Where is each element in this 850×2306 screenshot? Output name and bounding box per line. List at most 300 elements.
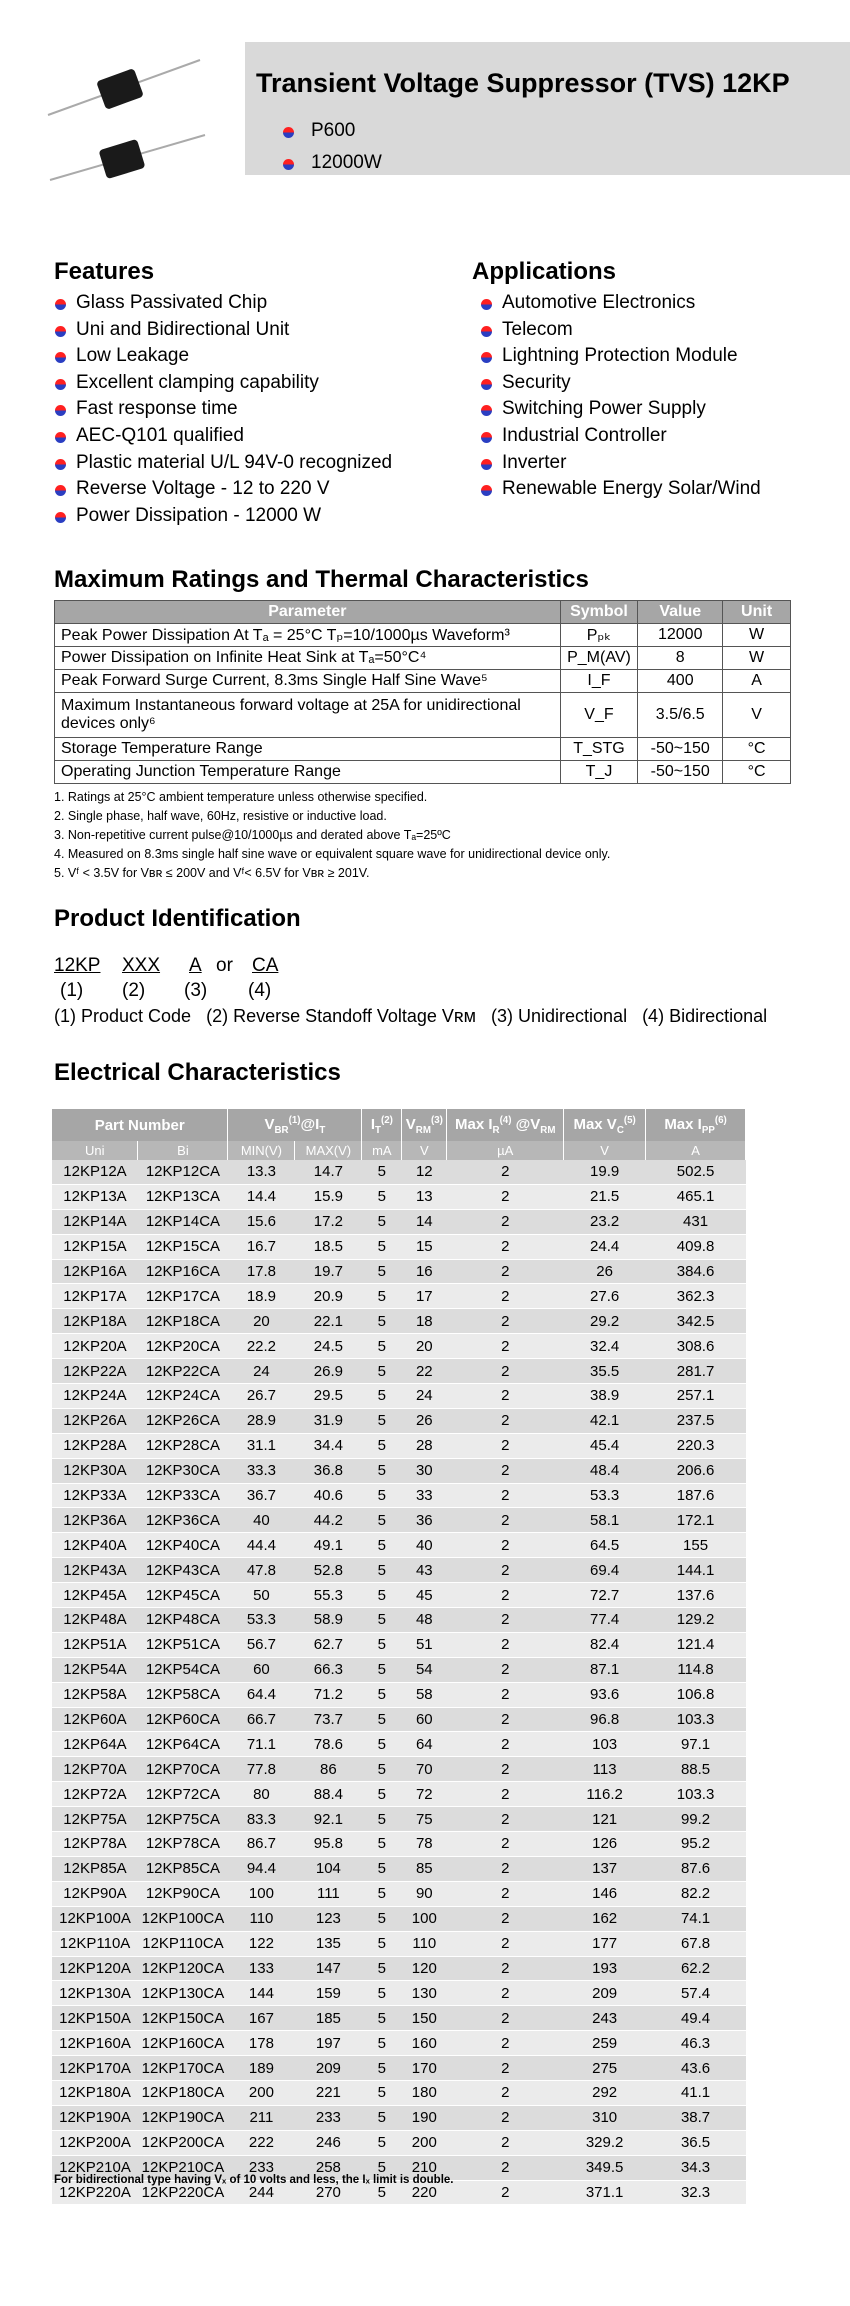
ratings-row (55, 647, 791, 670)
table-cell: 14.4 (228, 1184, 295, 1209)
table-cell: 54 (402, 1657, 447, 1682)
table-cell: 12KP180CA (138, 2080, 228, 2105)
table-cell: 72 (402, 1782, 447, 1807)
table-cell: 82.4 (564, 1632, 646, 1657)
table-cell: 5 (362, 1832, 402, 1857)
table-cell: 12KP17CA (138, 1284, 228, 1309)
et-header-it: $I_T^{(2)}$ (362, 1109, 402, 1141)
table-cell: 103.3 (646, 1782, 746, 1807)
table-cell: 17.8 (228, 1259, 295, 1284)
table-cell: 12KP110A (52, 1931, 138, 1956)
table-cell: 53.3 (564, 1483, 646, 1508)
table-cell: 220.3 (646, 1433, 746, 1458)
table-cell: 12KP45CA (138, 1583, 228, 1608)
ratings-note: 1. Ratings at 25°C ambient temperature unless otherwise specified. (54, 790, 428, 804)
table-cell: 162 (564, 1906, 646, 1931)
table-cell: 2 (447, 1757, 564, 1782)
table-cell: 5 (362, 2130, 402, 2155)
ratings-note: 2. Single phase, half wave, 60Hz, resistive or inductive load. (54, 809, 387, 823)
table-cell: 259 (564, 2031, 646, 2056)
table-cell: 349.5 (564, 2155, 646, 2180)
table-row (52, 1707, 746, 1732)
ratings-row (55, 738, 791, 761)
table-cell: 95.8 (295, 1832, 362, 1857)
table-cell: 17 (402, 1284, 447, 1309)
table-row (52, 1583, 746, 1608)
table-cell: 5 (362, 2105, 402, 2130)
table-cell: 12KP64CA (138, 1732, 228, 1757)
table-cell: 116.2 (564, 1782, 646, 1807)
et-header-ir: Max $I_R^{(4)}$ $@V_{RM}$ (447, 1109, 564, 1141)
applications-item: Switching Power Supply (502, 398, 706, 420)
table-cell: 122 (228, 1931, 295, 1956)
table-cell: 12KP130CA (138, 1981, 228, 2006)
table-cell: 2 (447, 1184, 564, 1209)
table-cell: 2 (447, 1807, 564, 1832)
table-cell: 47.8 (228, 1558, 295, 1583)
table-cell: 5 (362, 1209, 402, 1234)
table-cell: 2 (447, 2080, 564, 2105)
table-cell: 12KP28A (52, 1433, 138, 1458)
et-subheader: V (402, 1141, 447, 1160)
table-cell: 18.9 (228, 1284, 295, 1309)
table-cell: 111 (295, 1881, 362, 1906)
table-cell: 126 (564, 1832, 646, 1857)
table-cell: 137 (564, 1856, 646, 1881)
table-cell: 36 (402, 1508, 447, 1533)
table-cell: 48 (402, 1608, 447, 1633)
ratings-row (55, 693, 791, 738)
table-cell: 5 (362, 1309, 402, 1334)
table-cell: 38.9 (564, 1384, 646, 1409)
table-cell: 5 (362, 1184, 402, 1209)
et-subheader: Uni (52, 1141, 138, 1160)
table-cell: 45.4 (564, 1433, 646, 1458)
table-cell: 24 (228, 1359, 295, 1384)
table-cell: 75 (402, 1807, 447, 1832)
et-header-ipp: Max $I_{PP}^{(6)}$ (646, 1109, 746, 1141)
table-row (52, 1533, 746, 1558)
table-cell: 12KP18A (52, 1309, 138, 1334)
table-row (52, 1259, 746, 1284)
table-cell: 5 (362, 2080, 402, 2105)
pid-index: (3) (184, 980, 208, 1001)
ratings-cell-symbol: T_STG (560, 738, 638, 761)
table-row (52, 1832, 746, 1857)
table-cell: 29.2 (564, 1309, 646, 1334)
table-cell: 12KP78CA (138, 1832, 228, 1857)
table-cell: 33.3 (228, 1458, 295, 1483)
table-cell: 34.3 (646, 2155, 746, 2180)
ratings-cell-param: Power Dissipation on Infinite Heat Sink at Tₐ=50°C⁴ (55, 647, 561, 670)
ratings-cell-symbol: I_F (560, 670, 638, 693)
bullet-icon (481, 379, 492, 390)
table-cell: 197 (295, 2031, 362, 2056)
table-cell: 87.6 (646, 1856, 746, 1881)
table-cell: 2 (447, 1508, 564, 1533)
table-cell: 113 (564, 1757, 646, 1782)
table-cell: 16 (402, 1259, 447, 1284)
table-cell: 2 (447, 1707, 564, 1732)
table-row (52, 2105, 746, 2130)
table-cell: 190 (402, 2105, 447, 2130)
electrical-footnote: For bidirectional type having Vₓ of 10 volts and less, the Iₓ limit is double. (54, 2174, 454, 2186)
table-cell: 155 (646, 1533, 746, 1558)
table-cell: 12KP51CA (138, 1632, 228, 1657)
table-cell: 12KP72CA (138, 1782, 228, 1807)
table-cell: 12KP12A (52, 1160, 138, 1184)
table-cell: 60 (402, 1707, 447, 1732)
table-row (52, 1433, 746, 1458)
table-cell: 24.4 (564, 1234, 646, 1259)
ratings-cell-param: Storage Temperature Range (55, 738, 561, 761)
table-cell: 5 (362, 1433, 402, 1458)
table-cell: 71.1 (228, 1732, 295, 1757)
table-row (52, 1184, 746, 1209)
table-cell: 135 (295, 1931, 362, 1956)
table-row (52, 1881, 746, 1906)
table-cell: 2 (447, 2056, 564, 2081)
table-cell: 2 (447, 1533, 564, 1558)
bullet-icon (481, 432, 492, 443)
table-cell: 5 (362, 1906, 402, 1931)
table-row (52, 1334, 746, 1359)
table-cell: 5 (362, 1682, 402, 1707)
ratings-cell-unit: V (723, 693, 791, 738)
table-cell: 26 (402, 1408, 447, 1433)
pid-or: or (216, 955, 233, 976)
table-cell: 5 (362, 2155, 402, 2180)
bullet-icon (481, 326, 492, 337)
ratings-cell-unit: °C (723, 738, 791, 761)
bullet-icon (481, 485, 492, 496)
et-header-vrm: $V_{RM}^{(3)}$ (402, 1109, 447, 1141)
table-cell: 329.2 (564, 2130, 646, 2155)
features-item: Plastic material U/L 94V-0 recognized (76, 451, 393, 473)
ratings-cell-symbol: V_F (560, 693, 638, 738)
table-cell: 281.7 (646, 1359, 746, 1384)
table-cell: 99.2 (646, 1807, 746, 1832)
table-cell: 67.8 (646, 1931, 746, 1956)
bullet-icon (481, 352, 492, 363)
features-item: Excellent clamping capability (76, 371, 319, 393)
table-cell: 5 (362, 1483, 402, 1508)
table-cell: 133 (228, 1956, 295, 1981)
table-cell: 56.7 (228, 1632, 295, 1657)
table-cell: 137.6 (646, 1583, 746, 1608)
table-cell: 12KP70CA (138, 1757, 228, 1782)
et-subheader: V (564, 1141, 646, 1160)
pid-part-uni: A (189, 955, 202, 976)
table-cell: 12KP20CA (138, 1334, 228, 1359)
table-cell: 146 (564, 1881, 646, 1906)
table-cell: 2 (447, 1632, 564, 1657)
table-cell: 5 (362, 1334, 402, 1359)
table-cell: 178 (228, 2031, 295, 2056)
table-cell: 222 (228, 2130, 295, 2155)
table-row (52, 1981, 746, 2006)
ratings-cell-unit: °C (723, 761, 791, 784)
table-cell: 15.9 (295, 1184, 362, 1209)
table-cell: 206.6 (646, 1458, 746, 1483)
table-cell: 12KP36A (52, 1508, 138, 1533)
table-cell: 431 (646, 1209, 746, 1234)
bullet-icon (55, 352, 66, 363)
table-cell: 144.1 (646, 1558, 746, 1583)
table-cell: 26 (564, 1259, 646, 1284)
ratings-cell-unit: A (723, 670, 791, 693)
bullet-icon (481, 299, 492, 310)
table-cell: 64.5 (564, 1533, 646, 1558)
table-cell: 2 (447, 1309, 564, 1334)
table-cell: 310 (564, 2105, 646, 2130)
table-cell: 35.5 (564, 1359, 646, 1384)
table-cell: 12KP30CA (138, 1458, 228, 1483)
table-cell: 172.1 (646, 1508, 746, 1533)
bullet-icon (481, 405, 492, 416)
table-cell: 12KP120A (52, 1956, 138, 1981)
table-cell: 123 (295, 1906, 362, 1931)
table-row (52, 1757, 746, 1782)
features-item: Reverse Voltage - 12 to 220 V (76, 478, 330, 500)
table-cell: 2 (447, 1259, 564, 1284)
table-cell: 43.6 (646, 2056, 746, 2081)
table-cell: 2 (447, 1981, 564, 2006)
table-cell: 5 (362, 1956, 402, 1981)
table-cell: 275 (564, 2056, 646, 2081)
table-cell: 2 (447, 1956, 564, 1981)
table-cell: 58.1 (564, 1508, 646, 1533)
table-cell: 12KP33A (52, 1483, 138, 1508)
table-cell: 2 (447, 1408, 564, 1433)
table-cell: 237.5 (646, 1408, 746, 1433)
table-cell: 2 (447, 1483, 564, 1508)
pid-part-voltage: XXX (122, 955, 161, 976)
table-cell: 5 (362, 1234, 402, 1259)
pid-legend: (1) Product Code (2) Reverse Standoff Voltage Vʀᴍ (3) Unidirectional (4) Bidirectional (54, 1006, 768, 1026)
table-cell: 120 (402, 1956, 447, 1981)
table-cell: 12KP33CA (138, 1483, 228, 1508)
table-cell: 18 (402, 1309, 447, 1334)
table-row (52, 1483, 746, 1508)
table-cell: 12KP26CA (138, 1408, 228, 1433)
table-cell: 246 (295, 2130, 362, 2155)
table-cell: 12KP22A (52, 1359, 138, 1384)
table-cell: 12KP160CA (138, 2031, 228, 2056)
table-row (52, 1956, 746, 1981)
table-cell: 32.3 (646, 2180, 746, 2205)
header-bullet: P600 (311, 120, 356, 141)
pid-index: (2) (122, 980, 146, 1001)
table-cell: 14.7 (295, 1160, 362, 1184)
table-row (52, 1408, 746, 1433)
table-cell: 12KP26A (52, 1408, 138, 1433)
table-cell: 5 (362, 1856, 402, 1881)
ratings-cell-symbol: Pₚₖ (560, 624, 638, 647)
table-row (52, 1160, 746, 1184)
table-row (52, 1807, 746, 1832)
table-cell: 12KP43A (52, 1558, 138, 1583)
table-cell: 209 (564, 1981, 646, 2006)
table-cell: 5 (362, 2006, 402, 2031)
table-cell: 233 (295, 2105, 362, 2130)
table-cell: 51 (402, 1632, 447, 1657)
table-row (52, 1931, 746, 1956)
table-cell: 60 (228, 1657, 295, 1682)
table-cell: 129.2 (646, 1608, 746, 1633)
applications-item: Automotive Electronics (502, 292, 696, 313)
ratings-cell-value: -50~150 (638, 738, 723, 761)
page-title: Transient Voltage Suppressor (TVS) 12KP (256, 68, 790, 98)
table-row (52, 1558, 746, 1583)
table-cell: 150 (402, 2006, 447, 2031)
table-cell: 5 (362, 1931, 402, 1956)
ratings-row (55, 624, 791, 647)
table-cell: 12KP20A (52, 1334, 138, 1359)
table-cell: 187.6 (646, 1483, 746, 1508)
applications-title: Applications (472, 258, 617, 285)
bullet-icon (55, 326, 66, 337)
table-cell: 147 (295, 1956, 362, 1981)
table-cell: 257.1 (646, 1384, 746, 1409)
table-cell: 2 (447, 1608, 564, 1633)
ratings-row (55, 670, 791, 693)
table-cell: 159 (295, 1981, 362, 2006)
table-row (52, 1682, 746, 1707)
et-subheader: MIN(V) (228, 1141, 295, 1160)
table-cell: 12KP16CA (138, 1259, 228, 1284)
table-cell: 12KP51A (52, 1632, 138, 1657)
table-cell: 12KP48CA (138, 1608, 228, 1633)
table-cell: 55.3 (295, 1583, 362, 1608)
electrical-table (52, 1109, 746, 2205)
table-cell: 22.1 (295, 1309, 362, 1334)
et-header-vc: Max $V_C^{(5)}$ (564, 1109, 646, 1141)
table-cell: 5 (362, 1707, 402, 1732)
et-subheader: mA (362, 1141, 402, 1160)
table-cell: 12KP180A (52, 2080, 138, 2105)
table-cell: 26.7 (228, 1384, 295, 1409)
table-cell: 220 (402, 2180, 447, 2205)
table-cell: 221 (295, 2080, 362, 2105)
table-row (52, 1508, 746, 1533)
table-cell: 12 (402, 1160, 447, 1184)
table-cell: 12KP190CA (138, 2105, 228, 2130)
table-cell: 12KP14CA (138, 1209, 228, 1234)
table-cell: 103 (564, 1732, 646, 1757)
table-cell: 52.8 (295, 1558, 362, 1583)
table-cell: 40 (228, 1508, 295, 1533)
table-cell: 86 (295, 1757, 362, 1782)
table-cell: 12KP64A (52, 1732, 138, 1757)
table-cell: 12KP30A (52, 1458, 138, 1483)
applications-item: Industrial Controller (502, 425, 667, 446)
table-cell: 97.1 (646, 1732, 746, 1757)
table-cell: 12KP220CA (138, 2180, 228, 2205)
features-item: AEC-Q101 qualified (76, 425, 244, 446)
table-cell: 292 (564, 2080, 646, 2105)
table-cell: 24.5 (295, 1334, 362, 1359)
table-cell: 5 (362, 1981, 402, 2006)
table-cell: 2 (447, 1583, 564, 1608)
table-cell: 12KP190A (52, 2105, 138, 2130)
table-cell: 160 (402, 2031, 447, 2056)
table-cell: 177 (564, 1931, 646, 1956)
table-cell: 72.7 (564, 1583, 646, 1608)
table-cell: 28 (402, 1433, 447, 1458)
applications-item: Inverter (502, 451, 567, 473)
table-cell: 85 (402, 1856, 447, 1881)
table-cell: 2 (447, 1558, 564, 1583)
table-cell: 5 (362, 1284, 402, 1309)
table-cell: 20 (228, 1309, 295, 1334)
table-cell: 384.6 (646, 1259, 746, 1284)
table-cell: 19.7 (295, 1259, 362, 1284)
ratings-row (55, 761, 791, 784)
table-cell: 2 (447, 1359, 564, 1384)
table-cell: 2 (447, 2031, 564, 2056)
table-cell: 12KP58CA (138, 1682, 228, 1707)
table-cell: 5 (362, 1384, 402, 1409)
table-cell: 2 (447, 1856, 564, 1881)
table-cell: 12KP13A (52, 1184, 138, 1209)
table-cell: 5 (362, 1583, 402, 1608)
table-cell: 12KP130A (52, 1981, 138, 2006)
table-cell: 30 (402, 1458, 447, 1483)
table-cell: 12KP48A (52, 1608, 138, 1633)
table-cell: 69.4 (564, 1558, 646, 1583)
bullet-icon (55, 485, 66, 496)
table-row (52, 1732, 746, 1757)
table-cell: 44.4 (228, 1533, 295, 1558)
table-cell: 2 (447, 1234, 564, 1259)
pid-part-bi: CA (252, 955, 279, 976)
table-cell: 58.9 (295, 1608, 362, 1633)
table-cell: 167 (228, 2006, 295, 2031)
table-cell: 2 (447, 1906, 564, 1931)
table-cell: 23.2 (564, 1209, 646, 1234)
table-row (52, 1458, 746, 1483)
table-cell: 2 (447, 1682, 564, 1707)
table-cell: 13 (402, 1184, 447, 1209)
table-cell: 12KP40A (52, 1533, 138, 1558)
table-cell: 2 (447, 1334, 564, 1359)
table-cell: 71.2 (295, 1682, 362, 1707)
table-cell: 258 (295, 2155, 362, 2180)
table-cell: 110 (228, 1906, 295, 1931)
table-cell: 5 (362, 1782, 402, 1807)
table-cell: 12KP40CA (138, 1533, 228, 1558)
table-cell: 27.6 (564, 1284, 646, 1309)
bullet-icon (283, 127, 294, 138)
table-cell: 193 (564, 1956, 646, 1981)
table-cell: 5 (362, 1807, 402, 1832)
features-item: Fast response time (76, 398, 238, 420)
table-cell: 90 (402, 1881, 447, 1906)
table-row (52, 1234, 746, 1259)
ratings-cell-unit: W (723, 647, 791, 670)
table-row (52, 1309, 746, 1334)
table-cell: 2 (447, 1384, 564, 1409)
table-cell: 104 (295, 1856, 362, 1881)
table-cell: 12KP120CA (138, 1956, 228, 1981)
table-cell: 66.7 (228, 1707, 295, 1732)
ratings-cell-symbol: P_M(AV) (560, 647, 638, 670)
table-cell: 43 (402, 1558, 447, 1583)
bullet-icon (283, 159, 294, 170)
pid-index: (4) (248, 980, 272, 1001)
table-cell: 5 (362, 2031, 402, 2056)
